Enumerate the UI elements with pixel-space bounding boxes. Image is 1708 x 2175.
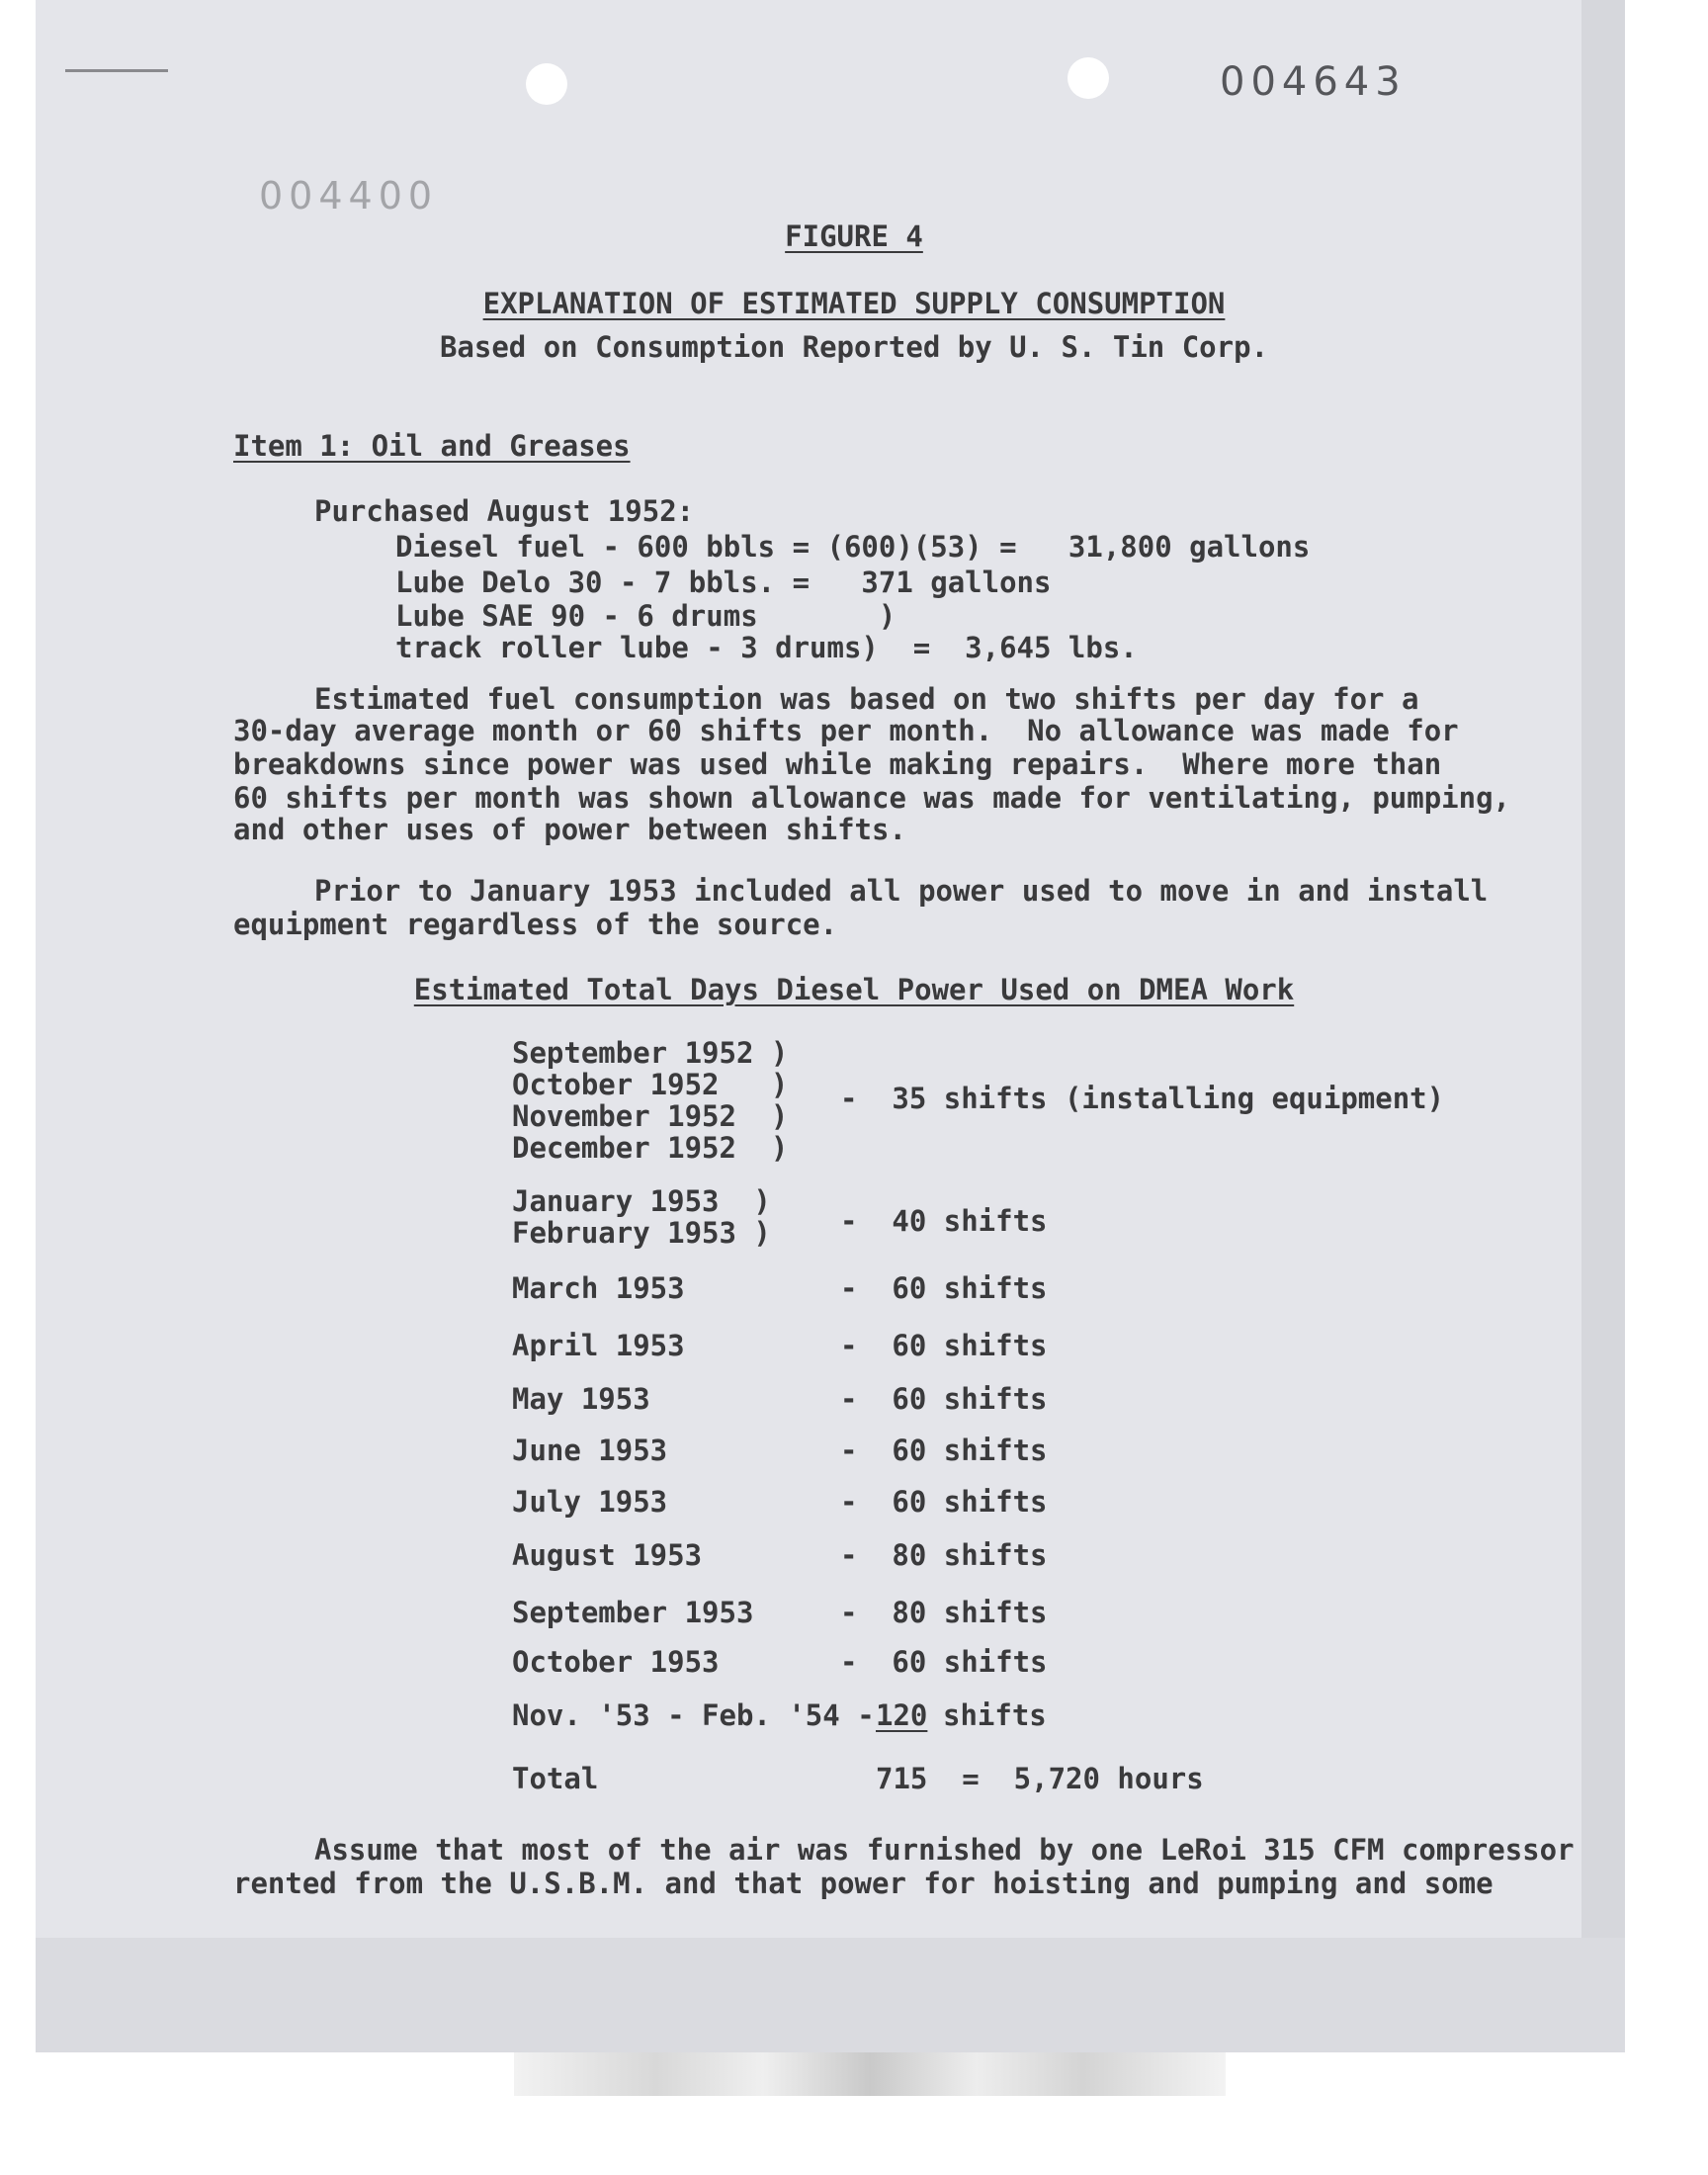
purchased-heading: Purchased August 1952:	[314, 494, 695, 528]
month-label: February 1953 )	[512, 1216, 771, 1250]
month-label: December 1952 )	[512, 1131, 789, 1165]
figure-label: FIGURE 4	[785, 219, 923, 253]
paragraph-line: Assume that most of the air was furnished by one LeRoi 315 CFM compressor	[314, 1833, 1575, 1867]
total-label: Total	[512, 1762, 599, 1795]
shift-value: - 60 shifts	[840, 1485, 1048, 1519]
paragraph-line: breakdowns since power was used while making repairs. Where more than	[233, 747, 1442, 781]
total-value: 715 = 5,720 hours	[876, 1762, 1204, 1795]
sheet-bottom-shading	[36, 1938, 1625, 2052]
month-label: April 1953	[512, 1329, 685, 1362]
stray-pen-mark	[65, 69, 168, 72]
paragraph-line: Prior to January 1953 included all power used to move in and install	[314, 874, 1489, 908]
month-label: September 1952 )	[512, 1036, 789, 1070]
month-label: October 1953	[512, 1645, 720, 1679]
paragraph-line: rented from the U.S.B.M. and that power for hoisting and pumping and some	[233, 1867, 1494, 1900]
shift-value-unit: shifts	[943, 1698, 1047, 1732]
shift-value: - 60 shifts	[840, 1434, 1048, 1467]
purchase-line: Diesel fuel - 600 bbls = (600)(53) = 31,800 gallons	[395, 530, 1311, 564]
shift-value: - 60 shifts	[840, 1271, 1048, 1305]
shift-value: - 80 shifts	[840, 1538, 1048, 1572]
paragraph-line: and other uses of power between shifts.	[233, 813, 906, 846]
month-label: Nov. '53 - Feb. '54 -	[512, 1698, 875, 1732]
paragraph-line: Estimated fuel consumption was based on two shifts per day for a	[314, 682, 1419, 716]
item-heading: Item 1: Oil and Greases	[233, 429, 631, 463]
month-label: July 1953	[512, 1485, 668, 1519]
punch-hole-right	[1068, 57, 1109, 99]
table-title: Estimated Total Days Diesel Power Used on DMEA Work	[413, 973, 1295, 1006]
shift-value-number: 120	[876, 1698, 928, 1732]
purchase-line: Lube Delo 30 - 7 bbls. = 371 gallons	[395, 566, 1052, 599]
month-label: August 1953	[512, 1538, 703, 1572]
document-title: EXPLANATION OF ESTIMATED SUPPLY CONSUMPTION	[482, 287, 1226, 320]
shift-value: - 35 shifts (installing equipment)	[840, 1082, 1445, 1115]
punch-hole-left	[526, 63, 567, 105]
purchase-line: track roller lube - 3 drums) = 3,645 lbs.	[395, 631, 1138, 664]
month-label: November 1952 )	[512, 1099, 789, 1133]
purchase-line: Lube SAE 90 - 6 drums )	[395, 599, 897, 633]
scan-bottom-strip	[514, 2052, 1226, 2096]
shift-value: - 60 shifts	[840, 1645, 1048, 1679]
shift-value: - 60 shifts	[840, 1329, 1048, 1362]
shift-value: - 40 shifts	[840, 1204, 1048, 1238]
month-label: May 1953	[512, 1382, 650, 1416]
shift-value: - 60 shifts	[840, 1382, 1048, 1416]
faint-stamp-number: 004400	[259, 174, 439, 218]
shift-value: - 80 shifts	[840, 1596, 1048, 1629]
month-label: October 1952 )	[512, 1068, 789, 1101]
document-number: 004643	[1220, 59, 1407, 105]
month-label: June 1953	[512, 1434, 668, 1467]
month-label: March 1953	[512, 1271, 685, 1305]
month-label: September 1953	[512, 1596, 754, 1629]
month-label: January 1953 )	[512, 1184, 771, 1218]
document-subtitle: Based on Consumption Reported by U. S. Tin Corp.	[439, 330, 1269, 364]
paragraph-line: 60 shifts per month was shown allowance was made for ventilating, pumping,	[233, 781, 1511, 815]
paragraph-line: 30-day average month or 60 shifts per month. No allowance was made for	[233, 714, 1459, 747]
paragraph-line: equipment regardless of the source.	[233, 908, 838, 941]
